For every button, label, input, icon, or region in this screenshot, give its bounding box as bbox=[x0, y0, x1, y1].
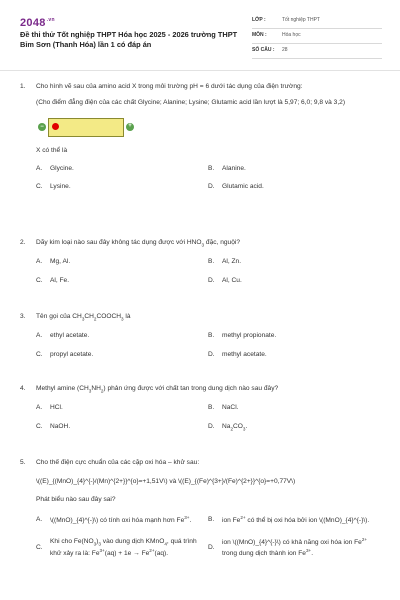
option-d[interactable]: D. $Na_2CO_3$. bbox=[208, 422, 248, 431]
question-prompt: Phát biểu nào sau đây sai? bbox=[36, 496, 116, 504]
question-4 bbox=[20, 384, 382, 432]
question-number: 4. bbox=[20, 385, 26, 392]
option-b[interactable]: B. methyl propionate. bbox=[208, 331, 277, 339]
meta-class: LỚP : Tốt nghiệp THPT bbox=[252, 14, 382, 29]
option-d[interactable]: D. ion \((MnO)_{4}^{-}\) có khả năng oxi hóa ion $Fe^{2+}$ trong dung dịch thành ion $Fe^{3+}$. bbox=[208, 537, 368, 558]
question-3 bbox=[20, 312, 382, 359]
option-a[interactable]: A. HCl. bbox=[36, 403, 63, 411]
answer-options bbox=[36, 403, 382, 433]
option-a[interactable]: A. \((MnO)_{4}^{-}\) có tính oxi hóa mạnh hơn $Fe^{3+}$. bbox=[36, 514, 192, 524]
question-number: 3. bbox=[20, 313, 26, 320]
question-number: 2. bbox=[20, 239, 26, 246]
option-a[interactable]: A. ethyl acetate. bbox=[36, 331, 90, 339]
option-d[interactable]: D. Al, Cu. bbox=[208, 276, 242, 284]
option-d[interactable]: D. Glutamic acid. bbox=[208, 183, 264, 191]
question-text: Methyl amine $(CH_3NH_2)$ phản ứng được với chất tan trong dung dịch nào sau đây? bbox=[36, 385, 279, 394]
exam-header bbox=[20, 10, 382, 62]
question-5 bbox=[20, 458, 382, 559]
question-text: Cho hình vẽ sau của amino acid X trong môi trường pH = 6 dưới tác dụng của điện trường: bbox=[36, 83, 303, 90]
question-1 bbox=[20, 82, 382, 192]
electrophoresis-figure bbox=[38, 117, 134, 137]
option-b[interactable]: B. NaCl. bbox=[208, 403, 239, 411]
option-c[interactable]: C. Lysine. bbox=[36, 183, 71, 191]
question-number: 1. bbox=[20, 83, 26, 90]
exam-title: Đề thi thử Tốt nghiệp THPT Hóa học 2025 - 2026 trường THPT Bỉm Sơn (Thanh Hóa) lần 1 có đáp án bbox=[20, 30, 238, 49]
option-c[interactable]: C. NaOH. bbox=[36, 422, 71, 430]
negative-electrode: − bbox=[38, 123, 46, 131]
question-2 bbox=[20, 238, 382, 285]
question-prompt: X có thể là bbox=[36, 147, 68, 155]
answer-options bbox=[36, 164, 382, 192]
positive-electrode: + bbox=[126, 123, 134, 131]
question-text: Dãy kim loại nào sau đây không tác dụng được với $HNO_3$ đặc, nguội? bbox=[36, 239, 241, 248]
question-text: Tên gọi của $CH_3CH_2COOCH_3$ là bbox=[36, 313, 131, 322]
option-a[interactable]: A. Mg, Al. bbox=[36, 257, 71, 265]
meta-question-count: SỐ CÂU : 28 bbox=[252, 44, 382, 59]
option-b[interactable]: B. ion $Fe^{2+}$ có thể bị oxi hóa bởi ion \((MnO)_{4}^{-}\). bbox=[208, 514, 370, 524]
answer-options bbox=[36, 257, 382, 285]
site-logo[interactable]: $2048^{.vn}$ bbox=[20, 17, 55, 29]
meta-subject: MÔN : Hóa học bbox=[252, 29, 382, 44]
exam-meta bbox=[252, 14, 382, 59]
option-b[interactable]: B. Alanine. bbox=[208, 164, 246, 172]
question-text: Cho thế điện cực chuẩn của các cặp oxi hóa – khử sau: bbox=[36, 459, 200, 466]
option-b[interactable]: B. Al, Zn. bbox=[208, 257, 242, 265]
option-d[interactable]: D. methyl acetate. bbox=[208, 350, 267, 358]
header-divider bbox=[0, 70, 400, 71]
option-c[interactable]: C. Al, Fe. bbox=[36, 276, 70, 284]
question-number: 5. bbox=[20, 459, 26, 466]
option-c[interactable]: C. propyl acetate. bbox=[36, 350, 94, 358]
option-a[interactable]: A. Glycine. bbox=[36, 164, 74, 172]
answer-options bbox=[36, 331, 382, 359]
question-note: (Cho điểm đẳng điện của các chất Glycine; Alanine; Lysine; Glutamic acid lần lượt là 5,97; 6,0; 9,8 và 3,2) bbox=[36, 98, 346, 106]
option-c[interactable]: C. Khi cho $Fe(NO_3)_3$ vào dung dịch KMnO$_4$, quá trình khử xảy ra là: $Fe^{3+}(aq) + 1e \to Fe^{2+}(aq)$. bbox=[36, 538, 197, 558]
answer-options bbox=[36, 515, 382, 559]
question-formula: \((E)_{(MnO)_{4}^{-}/(Mn)^{2+}}^{o}=+1,51V\) và \((E)_{(Fe)^{3+}/(Fe)^{2+}}^{o}=+0,77V\) bbox=[36, 477, 296, 485]
electrophoresis-gel bbox=[48, 118, 124, 137]
